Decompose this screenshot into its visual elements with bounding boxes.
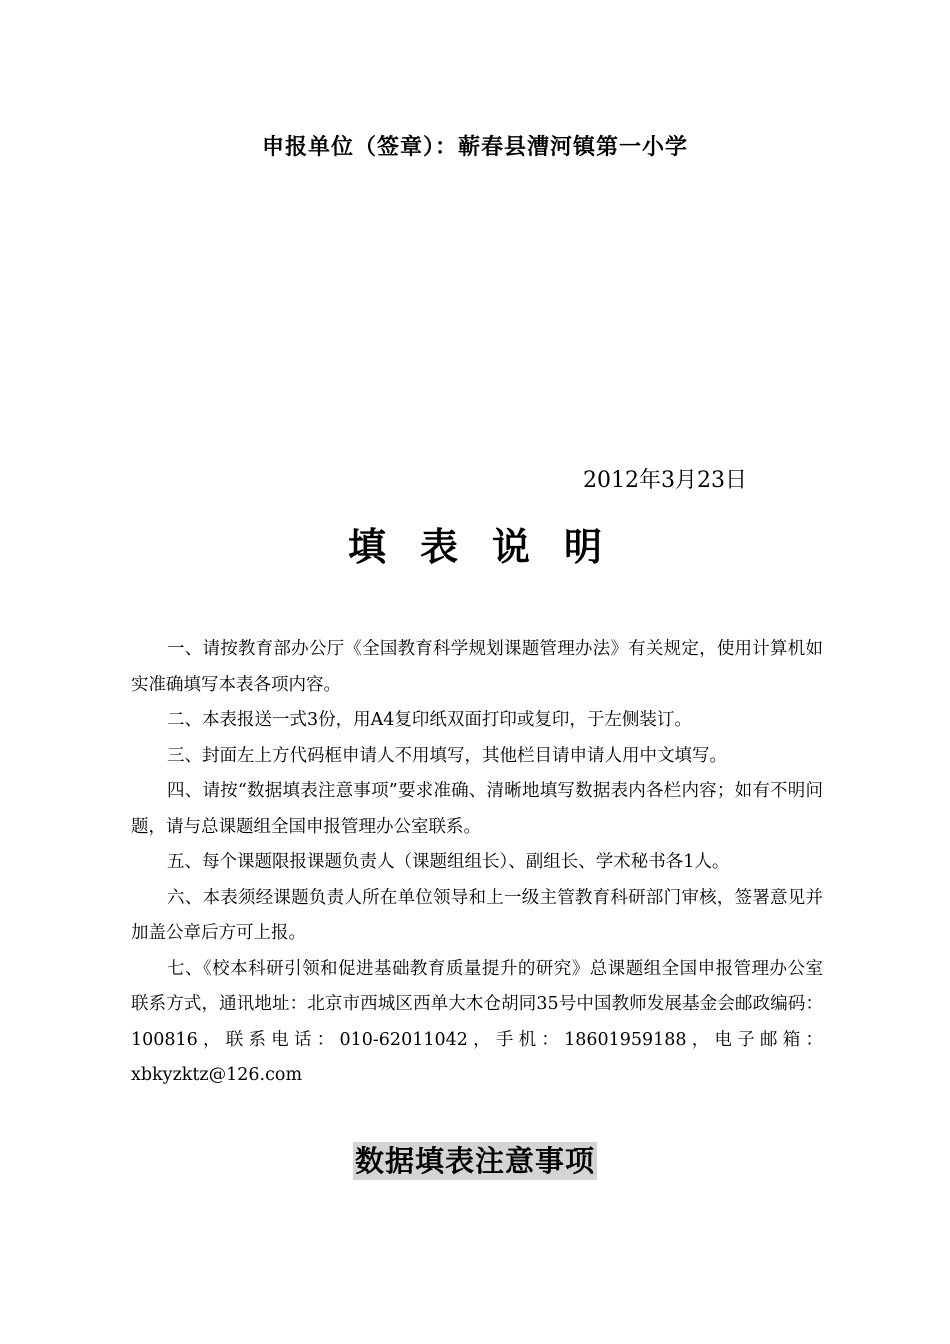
notes-heading xyxy=(0,1142,950,1180)
notes-title: 数据填表注意事项 xyxy=(354,1144,595,1178)
instructions-title: 填表说明 xyxy=(347,525,636,569)
instruction-item: 七、《校本科研引领和促进基础教育质量提升的研究》总课题组全国申报管理办公室联系方式，通讯地址：北京市西城区西单大木仓胡同35号中国教师发展基金会邮政编码：100816，联系电话：010-62011042，手机：18601959188，电子邮箱：xbkyzktz@126.com xyxy=(131,958,823,1085)
applicant-name: 蕲春县漕河镇第一小学 xyxy=(458,135,689,160)
application-date: 2012年3月23日 xyxy=(583,468,747,493)
instruction-item: 二、本表报送一式3份，用A4复印纸双面打印或复印，于左侧装订。 xyxy=(167,710,692,730)
instruction-item: 五、每个课题限报课题负责人（课题组组长）、副组长、学术秘书各1人。 xyxy=(167,852,730,872)
instruction-item: 三、封面左上方代码框申请人不用填写，其他栏目请申请人用中文填写。 xyxy=(167,745,727,766)
instruction-item: 四、请按“数据填表注意事项”要求准确、清晰地填写数据表内各栏内容；如有不明问题，请与总课题组全国申报管理办公室联系。 xyxy=(131,781,823,837)
instructions-list xyxy=(131,632,823,1094)
instruction-item: 一、请按教育部办公厅《全国教育科学规划课题管理办法》有关规定，使用计算机如实准确填写本表各项内容。 xyxy=(131,639,823,695)
instruction-item: 六、本表须经课题负责人所在单位领导和上一级主管教育科研部门审核，签署意见并加盖公章后方可上报。 xyxy=(131,887,823,943)
applicant-label: 申报单位（签章）： xyxy=(261,135,458,160)
applicant-line xyxy=(0,130,950,161)
